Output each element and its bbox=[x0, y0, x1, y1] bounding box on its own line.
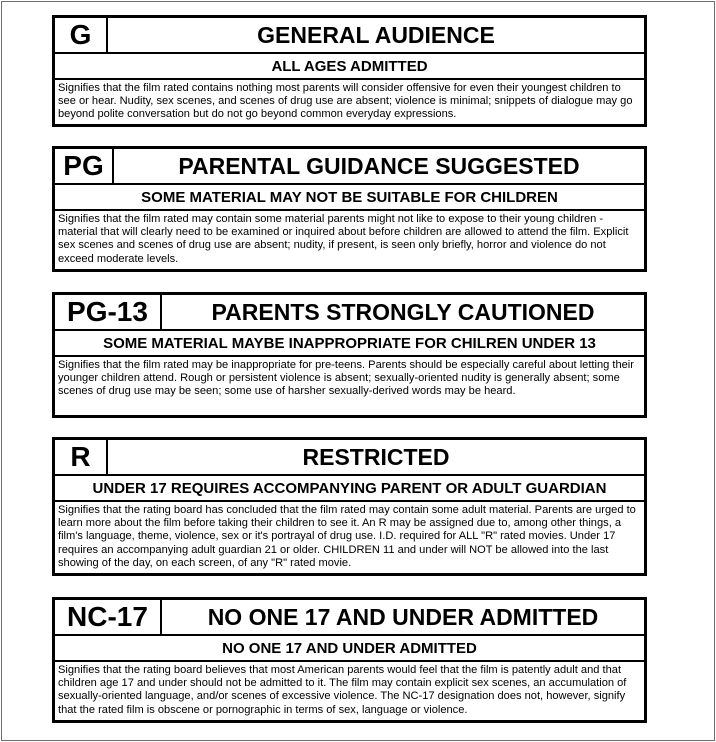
rating-description: Signifies that the rating board has concluded that the film rated may contain some adult material. Parents are urged to learn more about the film before taking their children to see it. An R may be assigned due to, among other things, a film's language, theme, violence, sex or it's portrayal of drug use. I.D. required for ALL "R" rated movies. Under 17 requires an accompanying adult guardian 21 or older. CHILDREN 11 and under will NOT be allowed into the last showing of the day, on each screen, of any "R" rated movie. bbox=[58, 504, 636, 569]
rating-title: NO ONE 17 AND UNDER ADMITTED bbox=[207, 603, 599, 630]
rating-description: Signifies that the rating board believes that most American parents would feel that the film is patently adult and that children age 17 and under should not be admitted to it. The film may contain explicit sex scenes, an accumulation of sexually-oriented language, and/or scenes of excessive violence. The NC-17 designation does not, however, signify that the rated film is obscene or pornographic in terms of sex, language or violence. bbox=[58, 664, 627, 716]
rating-header bbox=[55, 440, 644, 476]
rating-card-nc17 bbox=[52, 597, 647, 723]
rating-code: NC-17 bbox=[55, 600, 162, 634]
rating-code: PG-13 bbox=[55, 295, 162, 329]
rating-code: PG bbox=[55, 149, 114, 183]
rating-card-g bbox=[52, 15, 647, 127]
rating-title: PARENTS STRONGLY CAUTIONED bbox=[211, 298, 595, 325]
rating-description: Signifies that the film rated may be inappropriate for pre-teens. Parents should be especially careful about letting their younger children attend. Rough or persistent violence is absent; sexually-oriented nudity is generally absent; some scenes of drug use may be seen; some use of harsher sexually-derived words may be heard. bbox=[58, 359, 634, 398]
rating-title: PARENTAL GUIDANCE SUGGESTED bbox=[178, 152, 580, 179]
rating-title: GENERAL AUDIENCE bbox=[257, 21, 495, 48]
rating-subtitle: UNDER 17 REQUIRES ACCOMPANYING PARENT OR ADULT GUARDIAN bbox=[55, 476, 644, 502]
rating-card-pg13 bbox=[52, 292, 647, 418]
rating-subtitle: NO ONE 17 AND UNDER ADMITTED bbox=[55, 636, 644, 662]
rating-header bbox=[55, 18, 644, 54]
rating-subtitle: ALL AGES ADMITTED bbox=[55, 54, 644, 80]
rating-code: R bbox=[55, 440, 108, 474]
rating-title: RESTRICTED bbox=[302, 443, 450, 470]
rating-subtitle: SOME MATERIAL MAYBE INAPPROPRIATE FOR CHILREN UNDER 13 bbox=[55, 331, 644, 357]
rating-subtitle: SOME MATERIAL MAY NOT BE SUITABLE FOR CHILDREN bbox=[55, 185, 644, 211]
rating-header bbox=[55, 295, 644, 331]
rating-header bbox=[55, 149, 644, 185]
rating-header bbox=[55, 600, 644, 636]
rating-description: Signifies that the film rated contains nothing most parents will consider offensive for even their youngest children to see or hear. Nudity, sex scenes, and scenes of drug use are absent; violence is minimal; snippets of dialogue may go beyond polite conversation but do not go beyond common everyday expressions. bbox=[58, 82, 633, 121]
rating-card-pg bbox=[52, 146, 647, 272]
rating-card-r bbox=[52, 437, 647, 576]
rating-description: Signifies that the film rated may contain some material parents might not like to expose to their young children - material that will clearly need to be examined or inquired about before children are allowed to attend the film. Explicit sex scenes and scenes of drug use are absent; nudity, if present, is seen only briefly, horror and violence do not exceed moderate levels. bbox=[58, 213, 629, 265]
rating-code: G bbox=[55, 18, 108, 52]
